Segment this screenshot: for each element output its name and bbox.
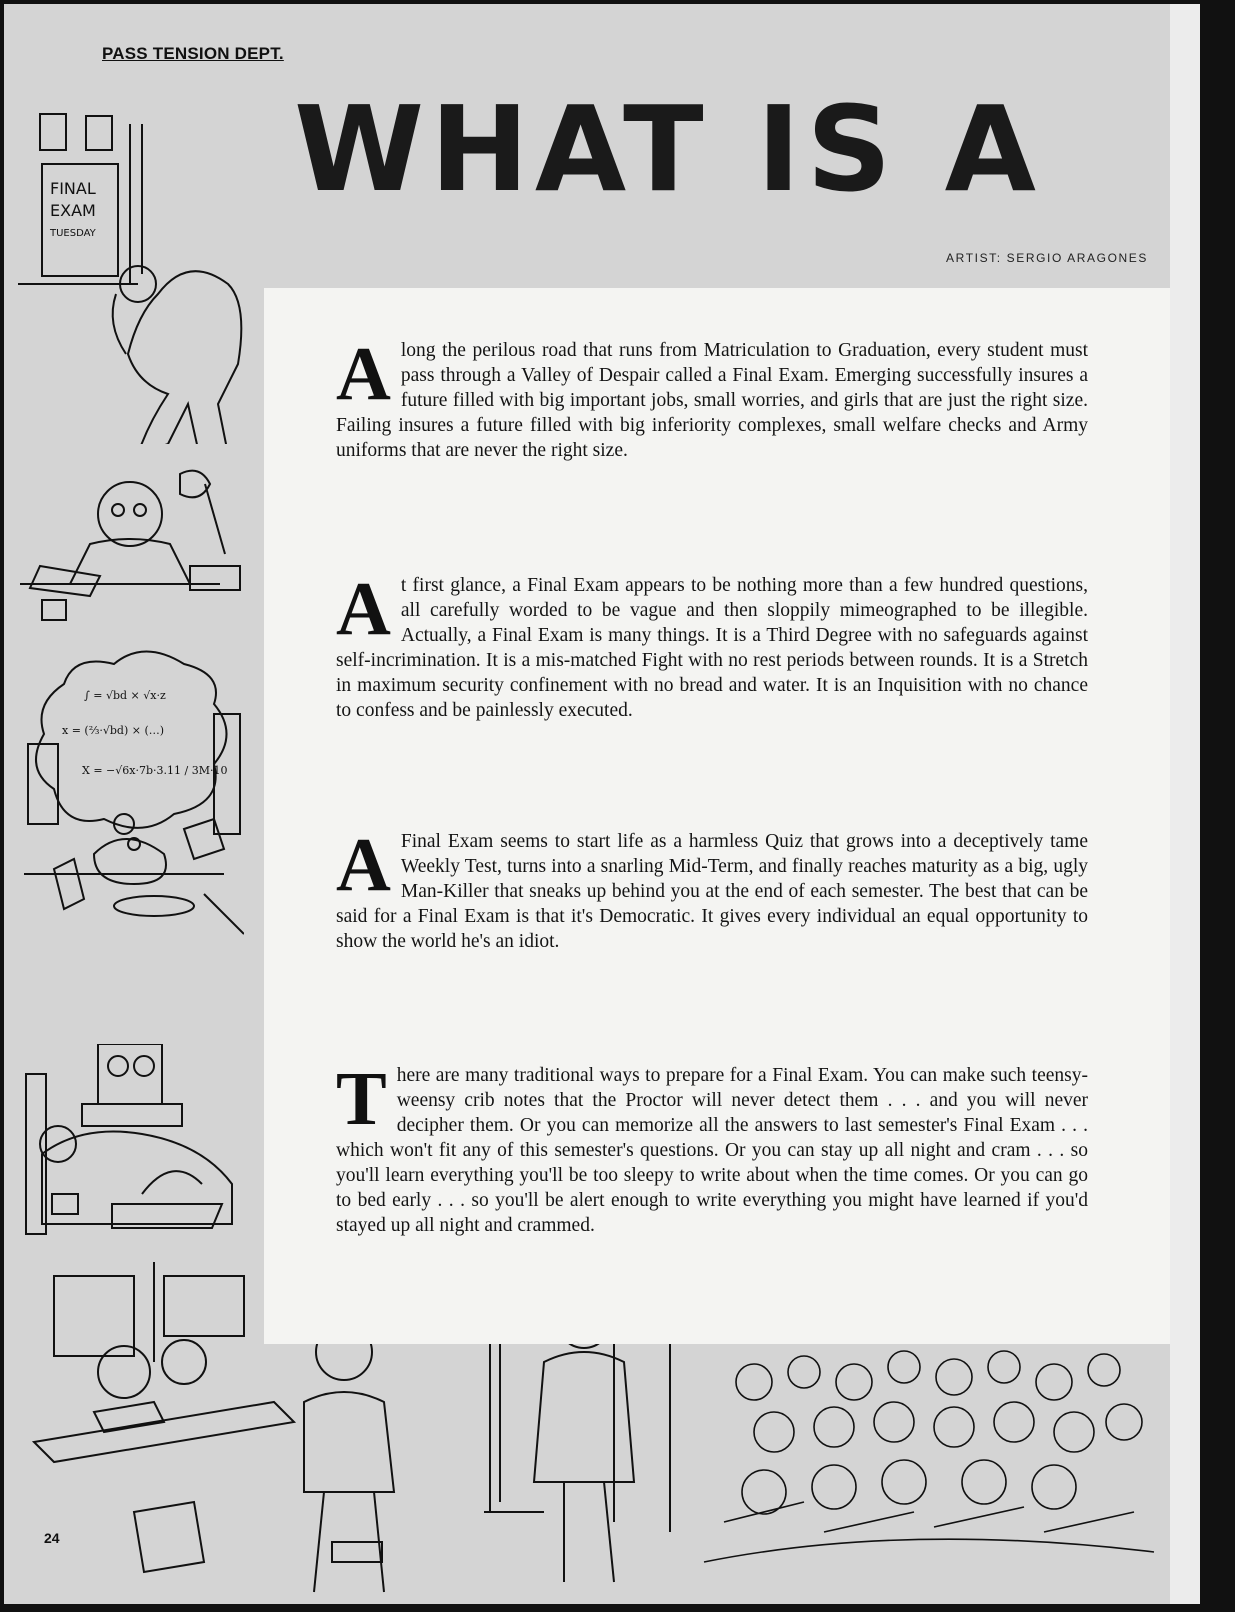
paragraph-4 <box>336 1057 1088 1238</box>
paragraph-4-text: here are many traditional ways to prepare for a Final Exam. You can make such teensy-weensy crib notes that the Proctor will never detect them . . . and you will never decipher them. Or you can memorize all the answers to last semester's Final Exam . . . which won't fit any of this semester's questions. Or you can stay up all night and cram . . . so you'll learn everything you'll be too sleepy to write about when the time comes. Or you can go to bed early . . . so you'll be alert enough to write everything you might have learned if you'd stayed up all night and crammed. <box>336 1065 1088 1236</box>
equation-3: X = −√6x·7b·3.11 / 3M·10 <box>82 764 228 777</box>
drop-cap-1: A <box>336 332 391 416</box>
paragraph-2-text: t first glance, a Final Exam appears to be nothing more than a few hundred questions, all carefully worded to be vague and then sloppily mimeographed to be illegible. Actually, a Final Exam is many things. It is a Third Degree with no safeguards against self-incrimination. It is a mis-matched Fight with no rest periods between rounds. It is a Stretch in maximum security confinement with no bread and water. It is an Inquisition with no chance to confess and be painlessly executed. <box>336 575 1088 721</box>
cartoon-bulletin-board <box>18 94 258 444</box>
page-number: 24 <box>44 1530 60 1546</box>
magazine-page <box>4 4 1200 1604</box>
equation-2: x = (⅔·√bd) × (…) <box>62 724 165 737</box>
drop-cap-2: A <box>336 567 391 651</box>
paragraph-3 <box>336 823 1088 954</box>
headline: WHAT IS A <box>294 80 1042 218</box>
artist-credit: ARTIST: SERGIO ARAGONES <box>946 251 1148 265</box>
drop-cap-3: A <box>336 823 391 907</box>
cartoon-sleeping-student <box>22 1044 262 1264</box>
cartoon-student-desk <box>20 454 260 644</box>
cartoon-thought-equations <box>24 644 244 974</box>
paragraph-1-text: long the perilous road that runs from Matriculation to Graduation, every student must pass through a Valley of Despair called a Final Exam. Emerging successfully insures a future filled with big important jobs, small worries, and girls that are just the right size. Failing insures a future filled with big inferiority complexes, small welfare checks and Army uniforms that are never the right size. <box>336 340 1088 461</box>
article-panel <box>264 288 1170 1344</box>
notice-exam: EXAM <box>50 201 96 220</box>
notice-tuesday: TUESDAY <box>50 228 96 239</box>
department-label: PASS TENSION DEPT. <box>102 44 284 63</box>
notice-final: FINAL <box>50 179 96 198</box>
paragraph-3-text: Final Exam seems to start life as a harmless Quiz that grows into a deceptively tame Weekly Test, turns into a snarling Mid-Term, and finally reaches maturity as a big, ugly Man-Killer that sneaks up behind you at the end of each semester. The best that can be said for a Final Exam is that it's Democratic. It gives every individual an equal opportunity to show the world he's an idiot. <box>336 831 1088 952</box>
paragraph-2 <box>336 567 1088 723</box>
equation-1: ∫ = √bd × √x·z <box>84 689 166 702</box>
drop-cap-4: T <box>336 1057 387 1141</box>
paragraph-1 <box>336 332 1088 463</box>
